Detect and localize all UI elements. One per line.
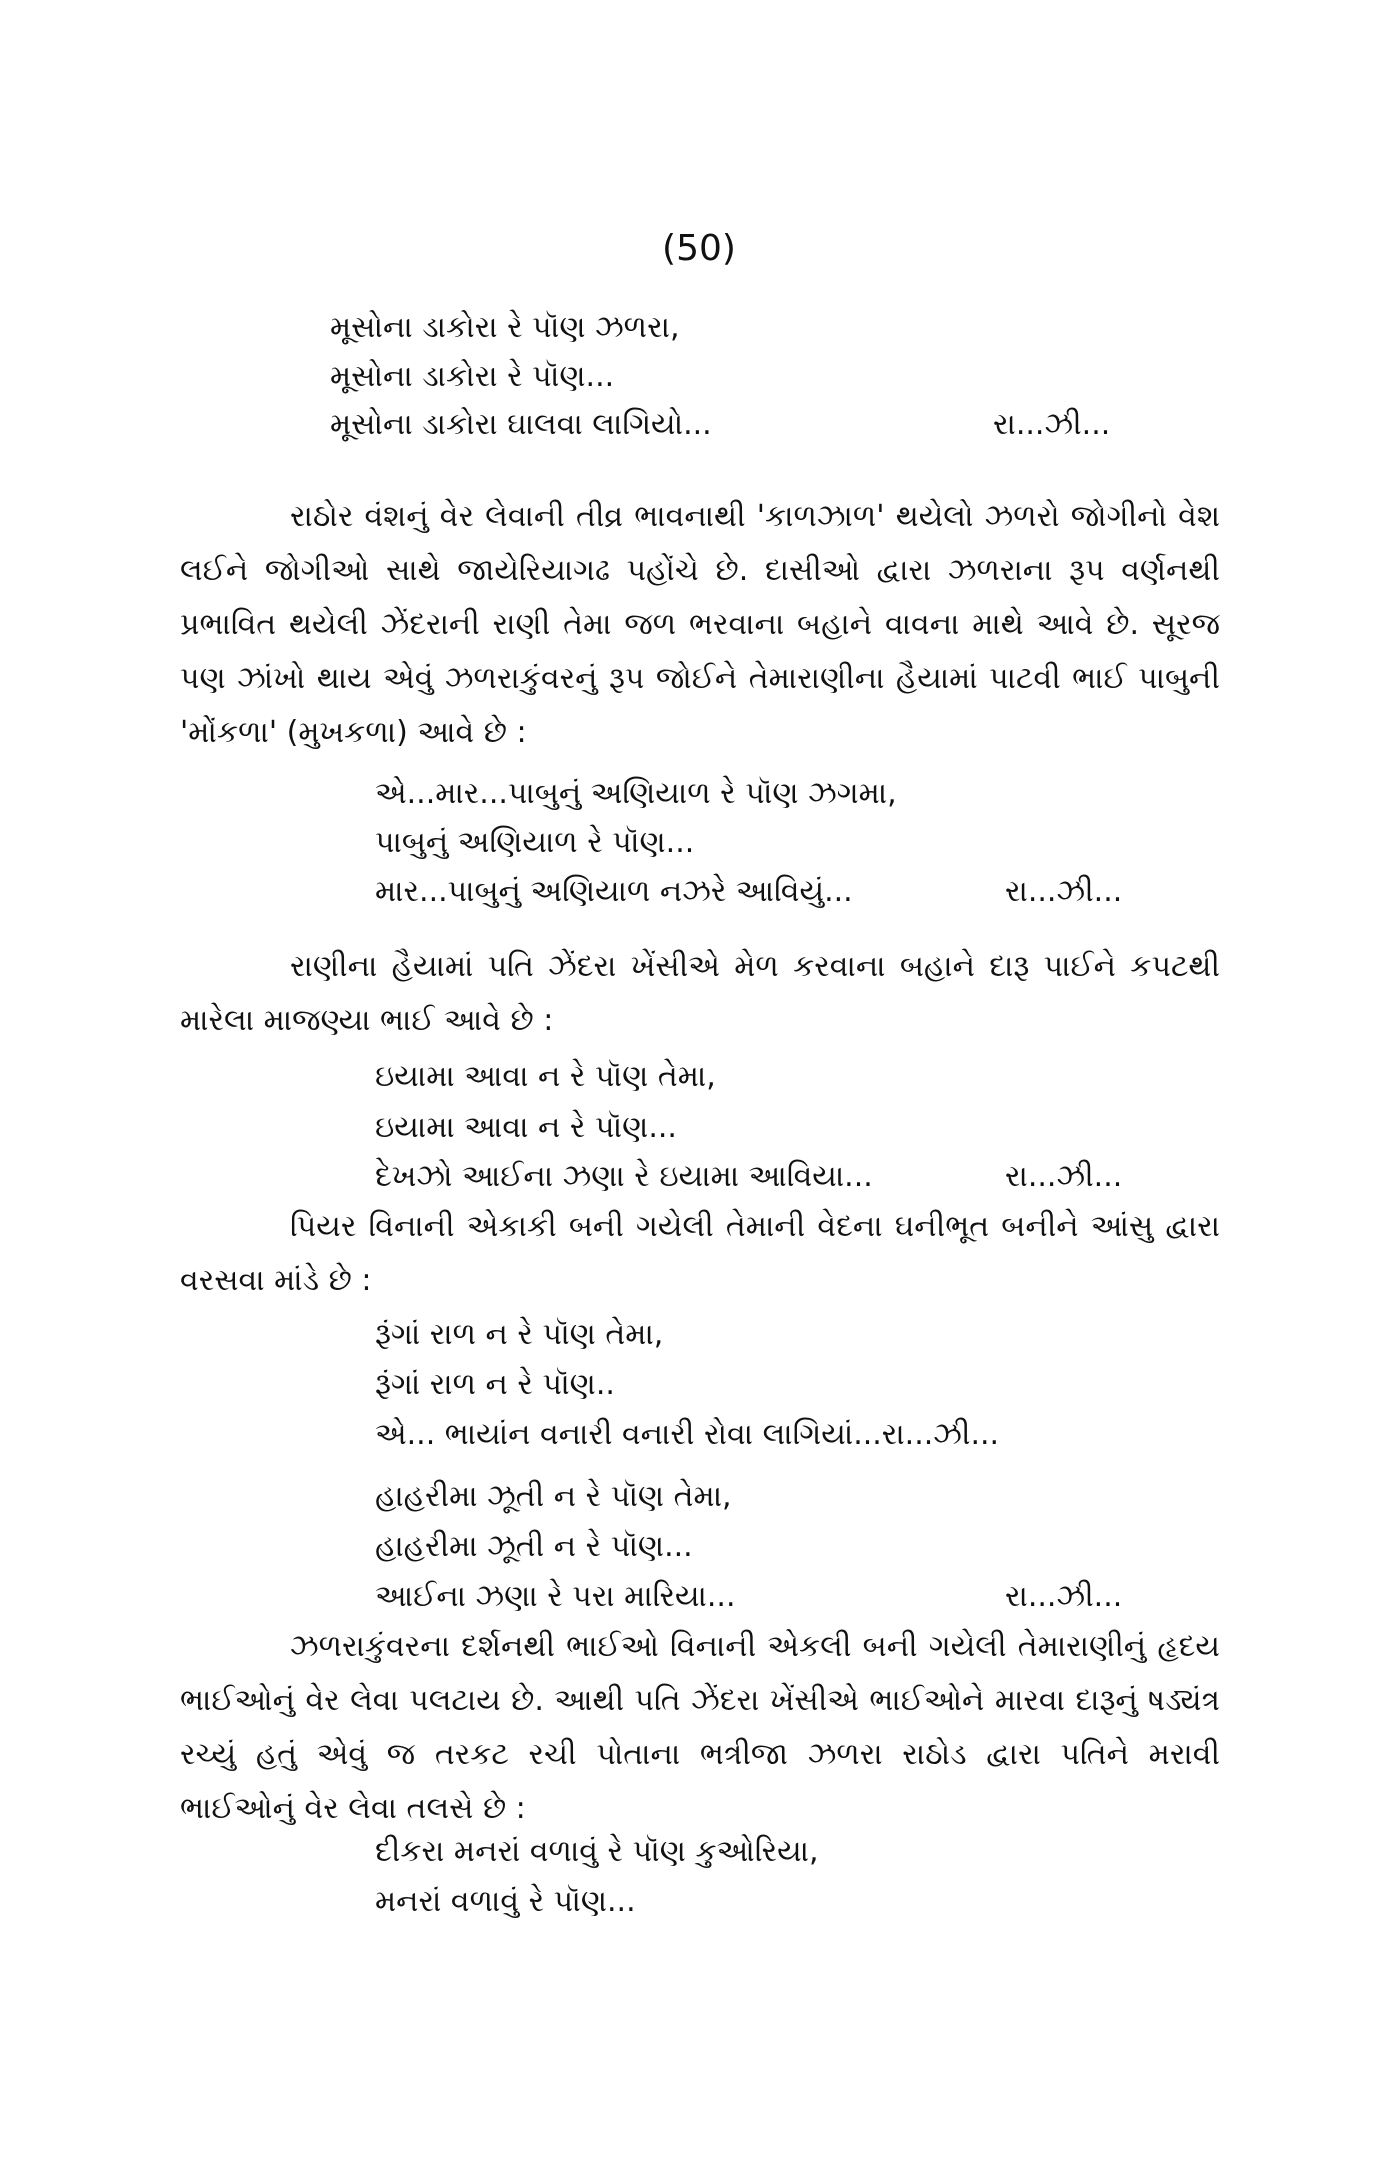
verse-refrain: રા...ઝી... bbox=[1005, 1159, 1123, 1194]
verse-line bbox=[0, 1472, 1398, 1522]
verse-text: હાહરીમા ઝૂતી ન રે પૉણ તેમા, bbox=[375, 1479, 732, 1514]
verse-text: આઈના ઝણા રે પરા મારિયા... bbox=[375, 1579, 736, 1614]
verse-text: દેખઝો આઈના ઝણા રે ઇયામા આવિયા... bbox=[375, 1159, 873, 1194]
verse-text: મૂસોના ડાકોરા રે પૉણ ઝળરા, bbox=[330, 310, 680, 345]
verse-text: એ... ભાયાંન વનારી વનારી રોવા લાગિયાં...રા...ઝી... bbox=[375, 1417, 1000, 1452]
prose-paragraph: ઝળરાકુંવરના દર્શનથી ભાઈઓ વિનાની એકલી બની ગયેલી તેમારાણીનું હૃદય ભાઈઓનું વેર લેવા પલટાય છે. આથી પતિ ઝેંદરા ખેંસીએ ભાઈઓને મારવા દારૂનું ષડ્યંત્ર રચ્યું હતું એવું જ તરકટ રચી પોતાના ભત્રીજા ઝળરા રાઠોડ દ્વારા પતિને મરાવી ભાઈઓનું વેર લેવા તલસે છે : bbox=[180, 1629, 1220, 1826]
verse-text: ઇયામા આવા ન રે પૉણ તેમા, bbox=[375, 1059, 716, 1094]
verse-line bbox=[0, 1522, 1398, 1572]
page-number: (50) bbox=[662, 228, 736, 269]
verse-line bbox=[0, 867, 1398, 917]
verse-line bbox=[0, 769, 1398, 819]
verse-text: રૂંગાં રાળ ન રે પૉણ.. bbox=[375, 1367, 615, 1402]
verse-line bbox=[0, 303, 1398, 353]
verse-text: રૂંગાં રાળ ન રે પૉણ તેમા, bbox=[375, 1317, 664, 1352]
prose-paragraph: પિયર વિનાની એકાકી બની ગયેલી તેમાની વેદના ઘનીભૂત બનીને આંસુ દ્વારા વરસવા માંડે છે : bbox=[180, 1209, 1220, 1298]
verse-text: હાહરીમા ઝૂતી ન રે પૉણ... bbox=[375, 1529, 693, 1564]
verse-text: પાબુનું અણિયાળ રે પૉણ... bbox=[375, 825, 695, 860]
verse-text: મૂસોના ડાકોરા ઘાલવા લાગિયો... bbox=[330, 407, 712, 442]
prose-paragraph: રાણીના હૈયામાં પતિ ઝેંદરા ખેંસીએ મેળ કરવાના બહાને દારૂ પાઈને કપટથી મારેલા માજણ્યા ભાઈ આવે છે : bbox=[180, 949, 1220, 1038]
verse-line bbox=[0, 1572, 1398, 1622]
verse-text: એ...માર...પાબુનું અણિયાળ રે પૉણ ઝગમા, bbox=[375, 776, 897, 811]
verse-refrain: રા...ઝી... bbox=[1005, 1579, 1123, 1614]
verse-line bbox=[0, 1410, 1398, 1460]
prose-paragraph: રાઠોર વંશનું વેર લેવાની તીવ્ર ભાવનાથી 'કાળઝાળ' થયેલો ઝળરો જોગીનો વેશ લઈને જોગીઓ સાથે જાયેરિયાગઢ પહોંચે છે. દાસીઓ દ્વારા ઝળરાના રૂપ વર્ણનથી પ્રભાવિત થયેલી ઝેંદરાની રાણી તેમા જળ ભરવાના બહાને વાવના માથે આવે છે. સૂરજ પણ ઝાંખો થાય એવું ઝળરાકુંવરનું રૂપ જોઈને તેમારાણીના હૈયામાં પાટવી ભાઈ પાબુની 'મોંકળા' (મુખકળા) આવે છે : bbox=[180, 499, 1220, 750]
verse-text: મનરાં વળાવું રે પૉણ... bbox=[375, 1884, 636, 1919]
verse-line bbox=[0, 1360, 1398, 1410]
verse-line bbox=[0, 1052, 1398, 1102]
verse-line bbox=[0, 1152, 1398, 1202]
verse-text: દીકરા મનરાં વળાવું રે પૉણ કુઓરિયા, bbox=[375, 1834, 819, 1869]
verse-text: ઇયામા આવા ન રે પૉણ... bbox=[375, 1110, 677, 1145]
verse-line bbox=[0, 352, 1398, 402]
verse-refrain: રા...ઝી... bbox=[993, 407, 1111, 442]
verse-text: માર...પાબુનું અણિયાળ નઝરે આવિયું... bbox=[375, 874, 853, 909]
verse-line bbox=[0, 1877, 1398, 1927]
verse-line bbox=[0, 1310, 1398, 1360]
verse-line bbox=[0, 1103, 1398, 1153]
verse-line bbox=[0, 818, 1398, 868]
verse-refrain: રા...ઝી... bbox=[1005, 874, 1123, 909]
verse-line bbox=[0, 400, 1398, 450]
verse-text: મૂસોના ડાકોરા રે પૉણ... bbox=[330, 359, 615, 394]
verse-line bbox=[0, 1827, 1398, 1877]
